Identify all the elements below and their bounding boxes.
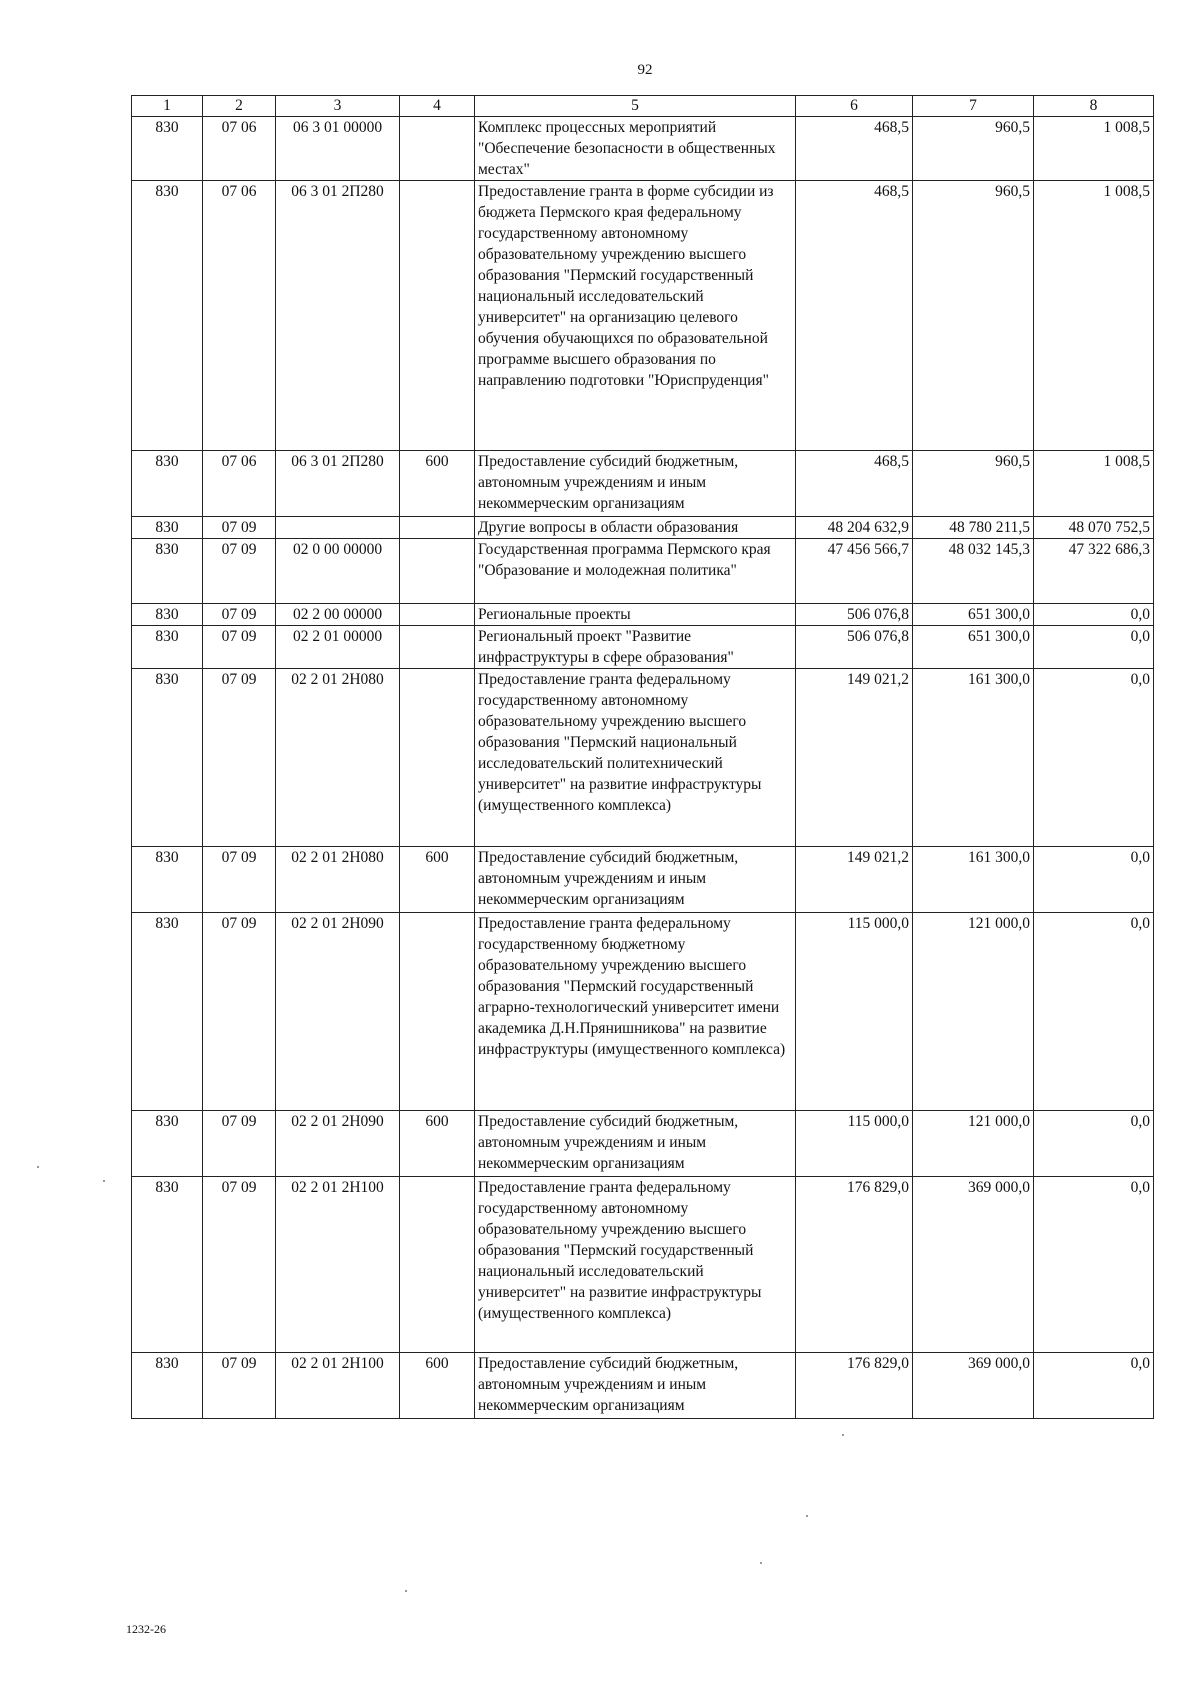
amount-year3-cell: 0,0 — [1034, 913, 1154, 1111]
expense-type-cell — [400, 539, 475, 604]
item-name-cell: Региональный проект "Развитие инфраструктуры в сфере образования" — [475, 626, 796, 669]
amount-year1-cell: 468,5 — [796, 117, 913, 181]
amount-year3-cell: 0,0 — [1034, 669, 1154, 847]
scan-speck — [760, 1562, 762, 1564]
target-article-cell: 06 3 01 00000 — [276, 117, 400, 181]
item-name-cell: Региональные проекты — [475, 604, 796, 626]
amount-year1-cell: 149 021,2 — [796, 669, 913, 847]
admin-code-cell: 830 — [132, 847, 203, 913]
item-name-cell: Предоставление гранта федеральному государственному автономному образовательному учреждению высшего образования "Пермский национальный исследовательский политехнический университет" на развитие инфраструктуры (имущественного комплекса) — [475, 669, 796, 847]
section-code-cell: 07 09 — [203, 539, 276, 604]
expense-type-cell: 600 — [400, 1111, 475, 1177]
amount-year2-cell: 960,5 — [913, 451, 1034, 517]
amount-year2-cell: 161 300,0 — [913, 669, 1034, 847]
admin-code-cell: 830 — [132, 1111, 203, 1177]
table-row — [132, 117, 1154, 181]
admin-code-cell: 830 — [132, 181, 203, 451]
column-header: 4 — [400, 96, 475, 117]
column-header: 8 — [1034, 96, 1154, 117]
amount-year2-cell: 121 000,0 — [913, 1111, 1034, 1177]
item-name-cell: Предоставление субсидий бюджетным, автономным учреждениям и иным некоммерческим организациям — [475, 1353, 796, 1419]
expense-type-cell: 600 — [400, 847, 475, 913]
table-row — [132, 913, 1154, 1111]
amount-year1-cell: 506 076,8 — [796, 626, 913, 669]
target-article-cell — [276, 517, 400, 539]
page-number: 92 — [637, 62, 653, 78]
admin-code-cell: 830 — [132, 117, 203, 181]
amount-year3-cell: 1 008,5 — [1034, 181, 1154, 451]
scan-speck — [37, 1166, 39, 1168]
amount-year2-cell: 651 300,0 — [913, 626, 1034, 669]
amount-year3-cell: 0,0 — [1034, 626, 1154, 669]
admin-code-cell: 830 — [132, 539, 203, 604]
target-article-cell: 02 2 01 2Н080 — [276, 669, 400, 847]
section-code-cell: 07 09 — [203, 913, 276, 1111]
expense-type-cell — [400, 517, 475, 539]
admin-code-cell: 830 — [132, 517, 203, 539]
expense-type-cell — [400, 117, 475, 181]
amount-year2-cell: 369 000,0 — [913, 1353, 1034, 1419]
admin-code-cell: 830 — [132, 451, 203, 517]
item-name-cell: Предоставление субсидий бюджетным, автономным учреждениям и иным некоммерческим организациям — [475, 847, 796, 913]
table-row — [132, 847, 1154, 913]
admin-code-cell: 830 — [132, 626, 203, 669]
table-row — [132, 181, 1154, 451]
section-code-cell: 07 09 — [203, 604, 276, 626]
section-code-cell: 07 06 — [203, 181, 276, 451]
admin-code-cell: 830 — [132, 1353, 203, 1419]
column-header: 6 — [796, 96, 913, 117]
expense-type-cell: 600 — [400, 1353, 475, 1419]
scan-speck — [405, 1590, 407, 1592]
expense-type-cell — [400, 626, 475, 669]
item-name-cell: Предоставление субсидий бюджетным, автономным учреждениям и иным некоммерческим организациям — [475, 1111, 796, 1177]
admin-code-cell: 830 — [132, 604, 203, 626]
budget-table — [131, 95, 1154, 1419]
item-name-cell: Предоставление субсидий бюджетным, автономным учреждениям и иным некоммерческим организациям — [475, 451, 796, 517]
amount-year2-cell: 369 000,0 — [913, 1177, 1034, 1353]
expense-type-cell — [400, 604, 475, 626]
amount-year3-cell: 0,0 — [1034, 1353, 1154, 1419]
section-code-cell: 07 09 — [203, 847, 276, 913]
expense-type-cell: 600 — [400, 451, 475, 517]
section-code-cell: 07 09 — [203, 626, 276, 669]
amount-year2-cell: 651 300,0 — [913, 604, 1034, 626]
section-code-cell: 07 06 — [203, 451, 276, 517]
table-row — [132, 539, 1154, 604]
target-article-cell: 02 0 00 00000 — [276, 539, 400, 604]
table-row — [132, 669, 1154, 847]
expense-type-cell — [400, 1177, 475, 1353]
target-article-cell: 06 3 01 2П280 — [276, 451, 400, 517]
target-article-cell: 02 2 01 2Н100 — [276, 1177, 400, 1353]
amount-year3-cell: 1 008,5 — [1034, 117, 1154, 181]
item-name-cell: Предоставление гранта федеральному государственному бюджетному образовательному учреждению высшего образования "Пермский государственный аграрно-технологический университет имени академика Д.Н.Прянишникова" на развитие инфраструктуры (имущественного комплекса) — [475, 913, 796, 1111]
amount-year1-cell: 115 000,0 — [796, 913, 913, 1111]
amount-year1-cell: 115 000,0 — [796, 1111, 913, 1177]
admin-code-cell: 830 — [132, 669, 203, 847]
column-header: 5 — [475, 96, 796, 117]
amount-year1-cell: 468,5 — [796, 181, 913, 451]
section-code-cell: 07 09 — [203, 1177, 276, 1353]
section-code-cell: 07 09 — [203, 517, 276, 539]
target-article-cell: 06 3 01 2П280 — [276, 181, 400, 451]
item-name-cell: Комплекс процессных мероприятий "Обеспечение безопасности в общественных местах" — [475, 117, 796, 181]
amount-year1-cell: 506 076,8 — [796, 604, 913, 626]
amount-year2-cell: 121 000,0 — [913, 913, 1034, 1111]
amount-year1-cell: 176 829,0 — [796, 1177, 913, 1353]
target-article-cell: 02 2 00 00000 — [276, 604, 400, 626]
amount-year1-cell: 468,5 — [796, 451, 913, 517]
expense-type-cell — [400, 181, 475, 451]
section-code-cell: 07 09 — [203, 1353, 276, 1419]
admin-code-cell: 830 — [132, 913, 203, 1111]
table-row — [132, 1111, 1154, 1177]
amount-year3-cell: 0,0 — [1034, 1177, 1154, 1353]
target-article-cell: 02 2 01 2Н080 — [276, 847, 400, 913]
table-row — [132, 1353, 1154, 1419]
item-name-cell: Предоставление гранта в форме субсидии из бюджета Пермского края федеральному государственному автономному образовательному учреждению высшего образования "Пермский государственный национальный исследовательский университет" на организацию целевого обучения обучающихся по образовательной программе высшего образования по направлению подготовки "Юриспруденция" — [475, 181, 796, 451]
table-row — [132, 451, 1154, 517]
table-row — [132, 1177, 1154, 1353]
admin-code-cell: 830 — [132, 1177, 203, 1353]
target-article-cell: 02 2 01 2Н090 — [276, 1111, 400, 1177]
table-row — [132, 517, 1154, 539]
amount-year3-cell: 48 070 752,5 — [1034, 517, 1154, 539]
column-header: 1 — [132, 96, 203, 117]
column-header: 2 — [203, 96, 276, 117]
amount-year2-cell: 960,5 — [913, 117, 1034, 181]
amount-year1-cell: 48 204 632,9 — [796, 517, 913, 539]
amount-year2-cell: 161 300,0 — [913, 847, 1034, 913]
amount-year1-cell: 149 021,2 — [796, 847, 913, 913]
amount-year3-cell: 0,0 — [1034, 847, 1154, 913]
amount-year2-cell: 960,5 — [913, 181, 1034, 451]
scan-speck — [103, 1180, 105, 1182]
item-name-cell: Предоставление гранта федеральному государственному автономному образовательному учреждению высшего образования "Пермский государственный национальный исследовательский университет" на развитие инфраструктуры (имущественного комплекса) — [475, 1177, 796, 1353]
target-article-cell: 02 2 01 2Н100 — [276, 1353, 400, 1419]
expense-type-cell — [400, 913, 475, 1111]
target-article-cell: 02 2 01 00000 — [276, 626, 400, 669]
section-code-cell: 07 09 — [203, 1111, 276, 1177]
section-code-cell: 07 09 — [203, 669, 276, 847]
scan-speck — [806, 1515, 808, 1517]
scan-speck — [842, 1434, 844, 1436]
target-article-cell: 02 2 01 2Н090 — [276, 913, 400, 1111]
item-name-cell: Другие вопросы в области образования — [475, 517, 796, 539]
amount-year3-cell: 47 322 686,3 — [1034, 539, 1154, 604]
amount-year1-cell: 47 456 566,7 — [796, 539, 913, 604]
table-row — [132, 604, 1154, 626]
header-row — [132, 96, 1154, 117]
expense-type-cell — [400, 669, 475, 847]
document-code: 1232-26 — [126, 1622, 166, 1636]
amount-year2-cell: 48 032 145,3 — [913, 539, 1034, 604]
table-row — [132, 626, 1154, 669]
amount-year3-cell: 0,0 — [1034, 604, 1154, 626]
item-name-cell: Государственная программа Пермского края "Образование и молодежная политика" — [475, 539, 796, 604]
amount-year2-cell: 48 780 211,5 — [913, 517, 1034, 539]
column-header: 7 — [913, 96, 1034, 117]
amount-year3-cell: 1 008,5 — [1034, 451, 1154, 517]
amount-year3-cell: 0,0 — [1034, 1111, 1154, 1177]
column-header: 3 — [276, 96, 400, 117]
amount-year1-cell: 176 829,0 — [796, 1353, 913, 1419]
section-code-cell: 07 06 — [203, 117, 276, 181]
